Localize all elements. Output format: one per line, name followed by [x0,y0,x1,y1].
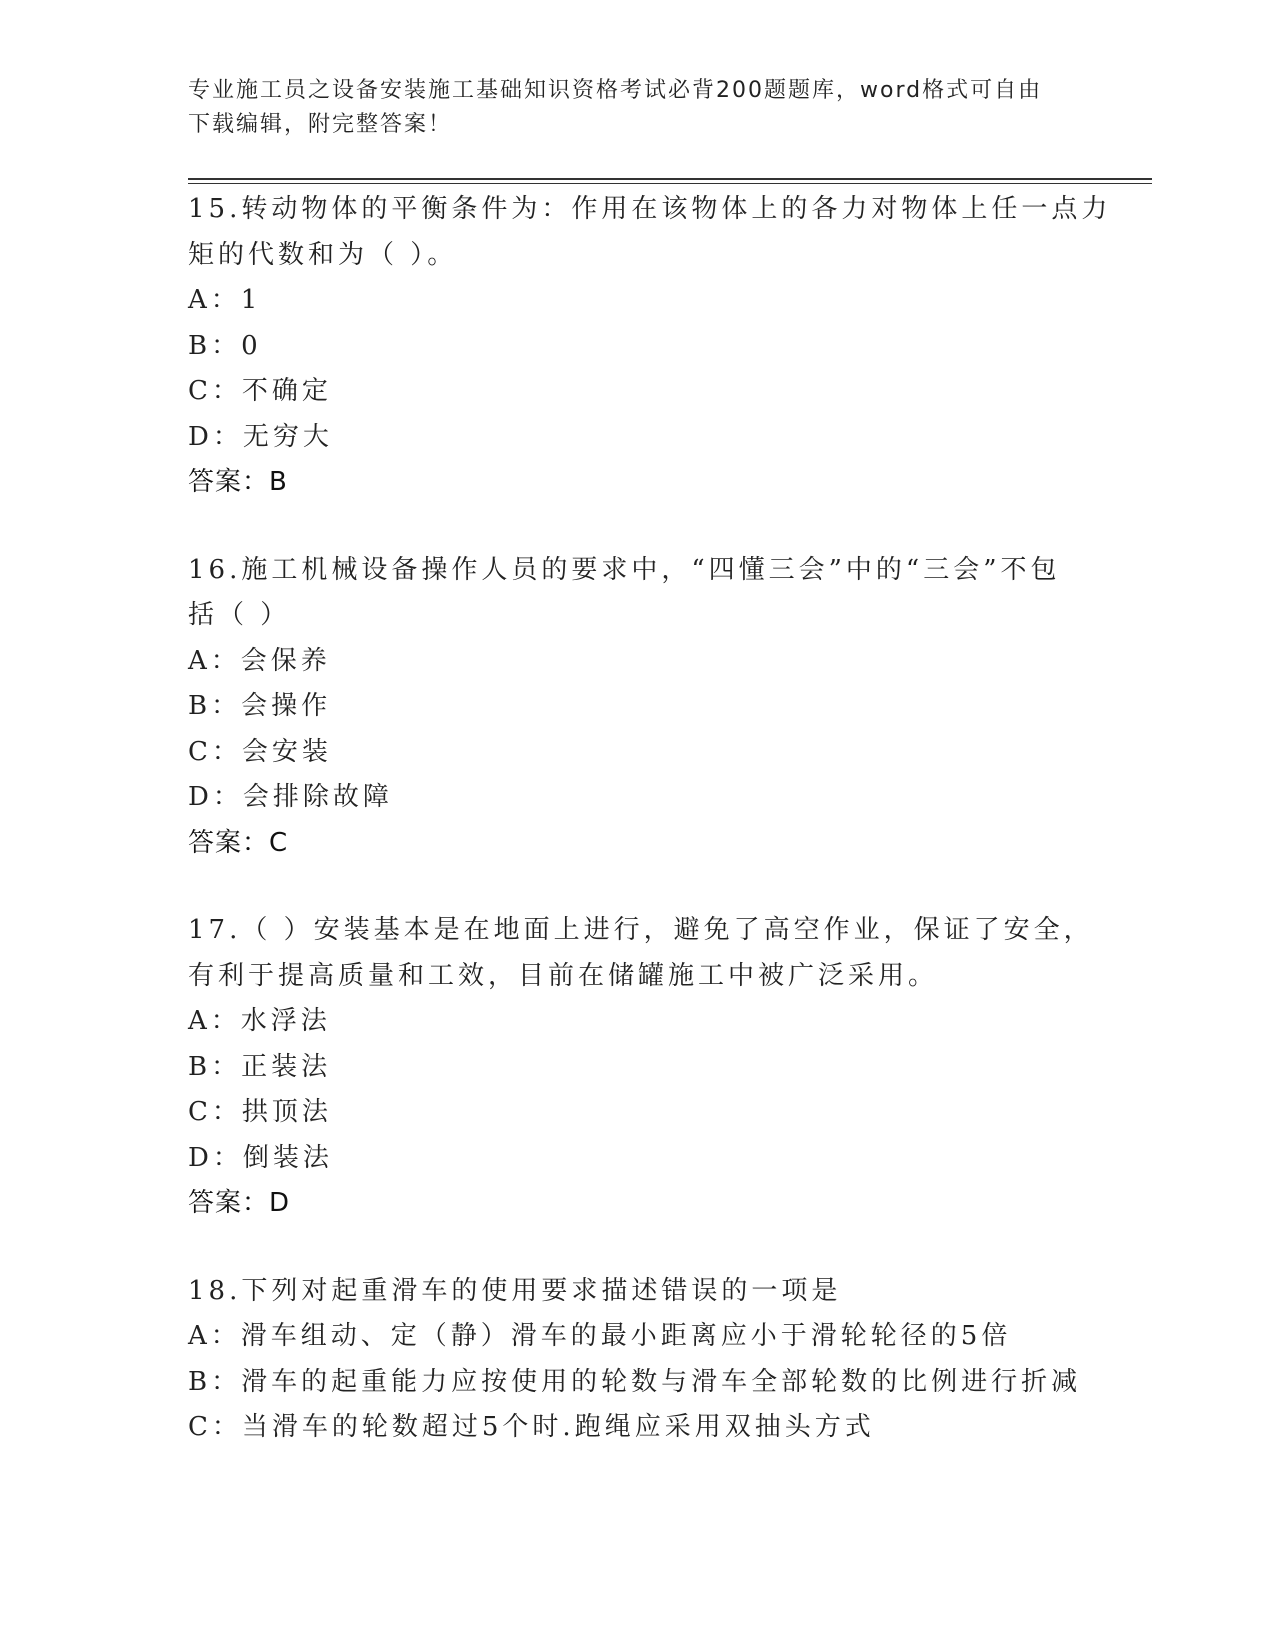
option-b: B：正装法 [188,1051,332,1082]
header-divider [188,178,1152,180]
question-stem-continued: 矩的代数和为（ ）。 [188,239,458,270]
question-stem-continued: 有利于提高质量和工效，目前在储罐施工中被广泛采用。 [188,960,939,991]
option-b: B：滑车的起重能力应按使用的轮数与滑车全部轮数的比例进行折减 [188,1366,1082,1397]
option-c: C：会安装 [188,736,332,767]
question-list [188,187,1112,1493]
option-b: B：会操作 [188,691,332,721]
option-d: D：会排除故障 [188,782,393,812]
option-a: A：1 [188,285,262,315]
question-stem: 16.施工机械设备操作人员的要求中，“四懂三会”中的“三会”不包 [188,554,1061,585]
option-c: C：拱顶法 [188,1097,332,1127]
option-a: A：滑车组动、定（静）滑车的最小距离应小于滑轮轮径的5倍 [188,1321,1012,1351]
document-header [188,74,1088,142]
question-15 [188,187,1112,506]
question-stem: 17.（ ）安装基本是在地面上进行，避免了高空作业，保证了安全， [188,915,1094,945]
question-16 [188,548,1088,867]
question-18 [188,1269,1088,1451]
option-a: A：水浮法 [188,1006,331,1036]
header-line-2: 下载编辑，附完整答案！ [188,112,453,137]
header-line-1: 专业施工员之设备安装施工基础知识资格考试必背200题题库，word格式可自由 [188,78,1043,103]
question-stem-continued: 括（ ） [188,600,291,630]
option-d: D：无穷大 [188,421,333,452]
header-divider-secondary [188,183,1152,184]
option-c: C：不确定 [188,376,332,406]
option-c: C：当滑车的轮数超过5个时.跑绳应采用双抽头方式 [188,1412,875,1442]
answer-label: 答案：C [188,827,289,858]
option-a: A：会保养 [188,645,331,676]
option-d: D：倒装法 [188,1142,333,1173]
question-17 [188,908,1094,1227]
question-stem: 15.转动物体的平衡条件为：作用在该物体上的各力对物体上任一点力 [188,194,1112,224]
option-b: B：0 [188,330,262,361]
answer-label: 答案：B [188,467,288,497]
question-stem: 18.下列对起重滑车的使用要求描述错误的一项是 [188,1275,842,1306]
answer-label: 答案：D [188,1188,291,1218]
